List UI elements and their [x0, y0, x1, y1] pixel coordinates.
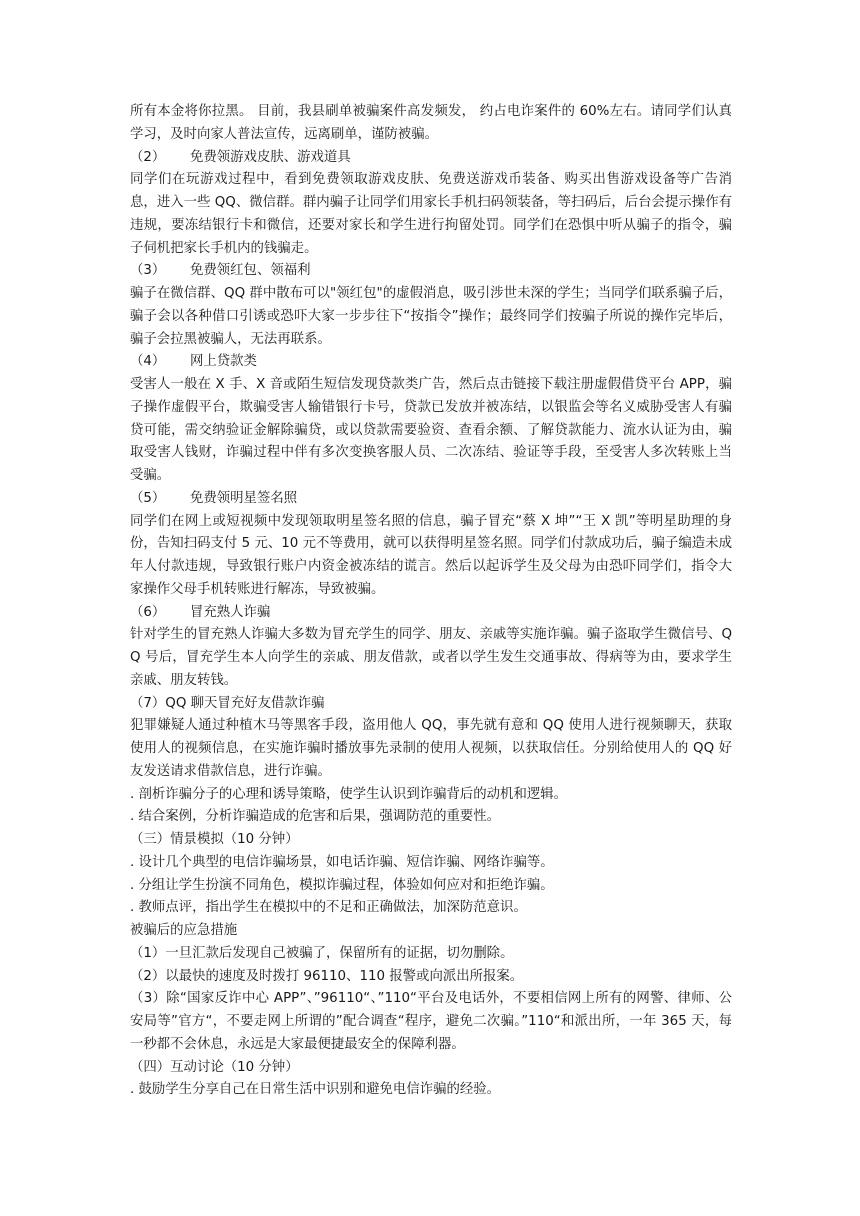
section-heading	[130, 147, 732, 170]
text-line: . 教师点评，指出学生在模拟中的不足和正确做法，加深防范意识。	[130, 900, 527, 916]
section-number: （4）	[130, 354, 166, 370]
document-body	[130, 101, 732, 1102]
section-heading	[130, 488, 732, 511]
section-title: 网上贷款类	[190, 354, 257, 370]
paragraph: 同学们在网上或短视频中发现领取明星签名照的信息，骗子冒充“蔡 X 坤”“王 X 凯”等明星助理的身份，告知扫码支付 5 元、10 元不等费用，就可以获得明星签名照。同学们付款成功后，骗子编造未成年人付款违规，导致银行账户内资金被冻结的谎言。然后以起诉学生及父母为由恐吓同学们，指令大家操作父母手机转账进行解冻，导致被骗。	[130, 513, 732, 597]
section-number: （3）	[130, 263, 166, 279]
paragraph: 针对学生的冒充熟人诈骗大多数为冒充学生的同学、朋友、亲戚等实施诈骗。骗子盗取学生微信号、QQ 号后，冒充学生本人向学生的亲戚、朋友借款，或者以学生发生交通事故、得病等为由，要求学生亲戚、朋友转钱。	[130, 627, 732, 688]
text-line: （1）一旦汇款后发现自己被骗了，保留所有的证据，切勿删除。	[130, 945, 514, 961]
section-number: （2）	[130, 149, 166, 165]
paragraph: 骗子在微信群、QQ 群中散布可以"领红包"的虚假消息，吸引涉世未深的学生；当同学们联系骗子后，骗子会以各种借口引诱或恐吓大家一步步往下“按指令”操作；最终同学们按骗子所说的操作完毕后，骗子会拉黑被骗人，无法再联系。	[130, 286, 732, 347]
paragraph: 所有本金将你拉黑。 目前，我县刷单被骗案件高发频发， 约占电诈案件的 60%左右。请同学们认真学习，及时向家人普法宣传，远离刷单，谨防被骗。	[130, 104, 732, 142]
section-heading	[130, 260, 732, 283]
paragraph: 犯罪嫌疑人通过种植木马等黑客手段，盗用他人 QQ，事先就有意和 QQ 使用人进行视频聊天，获取使用人的视频信息，在实施诈骗时播放事先录制的使用人视频，以获取信任。分别给使用人的 QQ 好友发送请求借款信息，进行诈骗。	[130, 718, 732, 779]
paragraph: （3）除“国家反诈中心 APP”、”96110“、”110“平台及电话外，不要相信网上所有的网警、律师、公安局等”官方“，不要走网上所谓的”配合调查“程序，避免二次骗。”110“和派出所，一年 365 天，每一秒都不会休息，永远是大家最便捷最安全的保障利器。	[130, 991, 732, 1052]
text-line: （四）互动讨论（10 分钟）	[130, 1059, 299, 1075]
text-line: . 鼓励学生分享自己在日常生活中识别和避免电信诈骗的经验。	[130, 1082, 501, 1098]
text-line: . 剖析诈骗分子的心理和诱导策略，使学生认识到诈骗背后的动机和逻辑。	[130, 786, 568, 802]
text-line: . 结合案例，分析诈骗造成的危害和后果，强调防范的重要性。	[130, 809, 501, 825]
section-number: （6）	[130, 604, 166, 620]
section-number: （5）	[130, 490, 166, 506]
text-line: . 设计几个典型的电信诈骗场景，如电话诈骗、短信诈骗、网络诈骗等。	[130, 854, 554, 870]
text-line: （三）情景模拟（10 分钟）	[130, 832, 299, 847]
text-line: 被骗后的应急措施	[130, 923, 238, 938]
section-title: 免费领红包、领福利	[190, 263, 311, 279]
text-line: （2）以最快的速度及时拨打 96110、110 报警或向派出所报案。	[130, 968, 524, 984]
text-line: （7）QQ 聊天冒充好友借款诈骗	[130, 695, 325, 711]
paragraph: 受害人一般在 X 手、X 音或陌生短信发现贷款类广告，然后点击链接下载注册虚假借贷平台 APP，骗子操作虚假平台，欺骗受害人输错银行卡号，贷款已发放并被冻结，以银监会等名义威胁受害人有骗贷可能，需交纳验证金解除骗贷，或以贷款需要验资、查看余额、了解贷款能力、流水认证为由，骗取受害人钱财，诈骗过程中伴有多次变换客服人员、二次冻结、验证等手段，至受害人多次转账上当受骗。	[130, 377, 732, 483]
paragraph: 同学们在玩游戏过程中，看到免费领取游戏皮肤、免费送游戏币装备、购买出售游戏设备等广告消息，进入一些 QQ、微信群。群内骗子让同学们用家长手机扫码领装备，等扫码后，后台会提示操作有违规，要冻结银行卡和微信，还要对家长和学生进行拘留处罚。同学们在恐惧中听从骗子的指令，骗子伺机把家长手机内的钱骗走。	[130, 172, 732, 256]
section-title: 免费领明星签名照	[190, 490, 298, 506]
text-line: . 分组让学生扮演不同角色，模拟诈骗过程，体验如何应对和拒绝诈骗。	[130, 877, 554, 893]
section-heading	[130, 351, 732, 374]
section-heading	[130, 602, 732, 625]
section-title: 冒充熟人诈骗	[190, 604, 271, 620]
section-title: 免费领游戏皮肤、游戏道具	[190, 149, 351, 165]
